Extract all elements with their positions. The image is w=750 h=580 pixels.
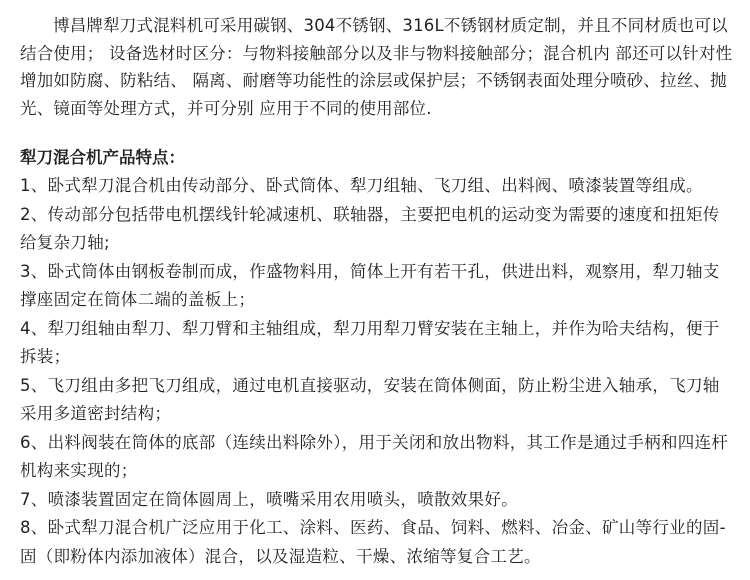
feature-item-6: 6、出料阀装在筒体的底部（连续出料除外），用于关闭和放出物料，其工作是通过手柄和四连杆机构来实现的；: [20, 432, 729, 480]
intro-paragraph: 博昌牌犁刀式混料机可采用碳钢、304不锈钢、316L不锈钢材质定制，并且不同材质也可以结合使用； 设备选材时区分：与物料接触部分以及非与物料接触部分；混合机内 部还可以针对性增加如防腐、防粘结、 隔离、耐磨等功能性的涂层或保护层；不锈钢表面处理分喷砂、拉丝、抛光、镜面等处理方式，并可分别 应用于不同的使用部位.: [20, 16, 733, 118]
section-title: 犁刀混合机产品特点：: [20, 148, 185, 167]
feature-item-8: 8、卧式犁刀混合机广泛应用于化工、涂料、医药、食品、饲料、燃料、冶金、矿山等行业的固-固（即粉体内添加液体）混合，以及湿造粒、干燥、浓缩等复合工艺。: [20, 518, 726, 566]
feature-item-4: 4、犁刀组轴由犁刀、犁刀臂和主轴组成，犁刀用犁刀臂安装在主轴上，并作为哈夫结构，便于拆装；: [20, 318, 720, 366]
feature-item-1: 1、卧式犁刀混合机由传动部分、卧式筒体、犁刀组轴、飞刀组、出料阀、喷漆装置等组成。: [20, 176, 703, 195]
feature-item-3: 3、卧式筒体由钢板卷制而成，作盛物料用，简体上开有若干孔，供进出料，观察用，犁刀轴支撑座固定在筒体二端的盖板上；: [20, 261, 720, 309]
feature-list: [20, 172, 734, 571]
feature-item-7: 7、喷漆装置固定在筒体圆周上，喷嘴采用农用喷头，喷散效果好。: [20, 489, 518, 509]
feature-item-2: 2、传动部分包括带电机摆线针轮减速机、联轴器，主要把电机的运动变为需要的速度和扭矩传给复杂刀轴;: [20, 204, 720, 252]
feature-item-5: 5、飞刀组由多把飞刀组成，通过电机直接驱动，安装在筒体侧面，防止粉尘进入轴承，飞刀轴采用多道密封结构；: [20, 375, 720, 423]
